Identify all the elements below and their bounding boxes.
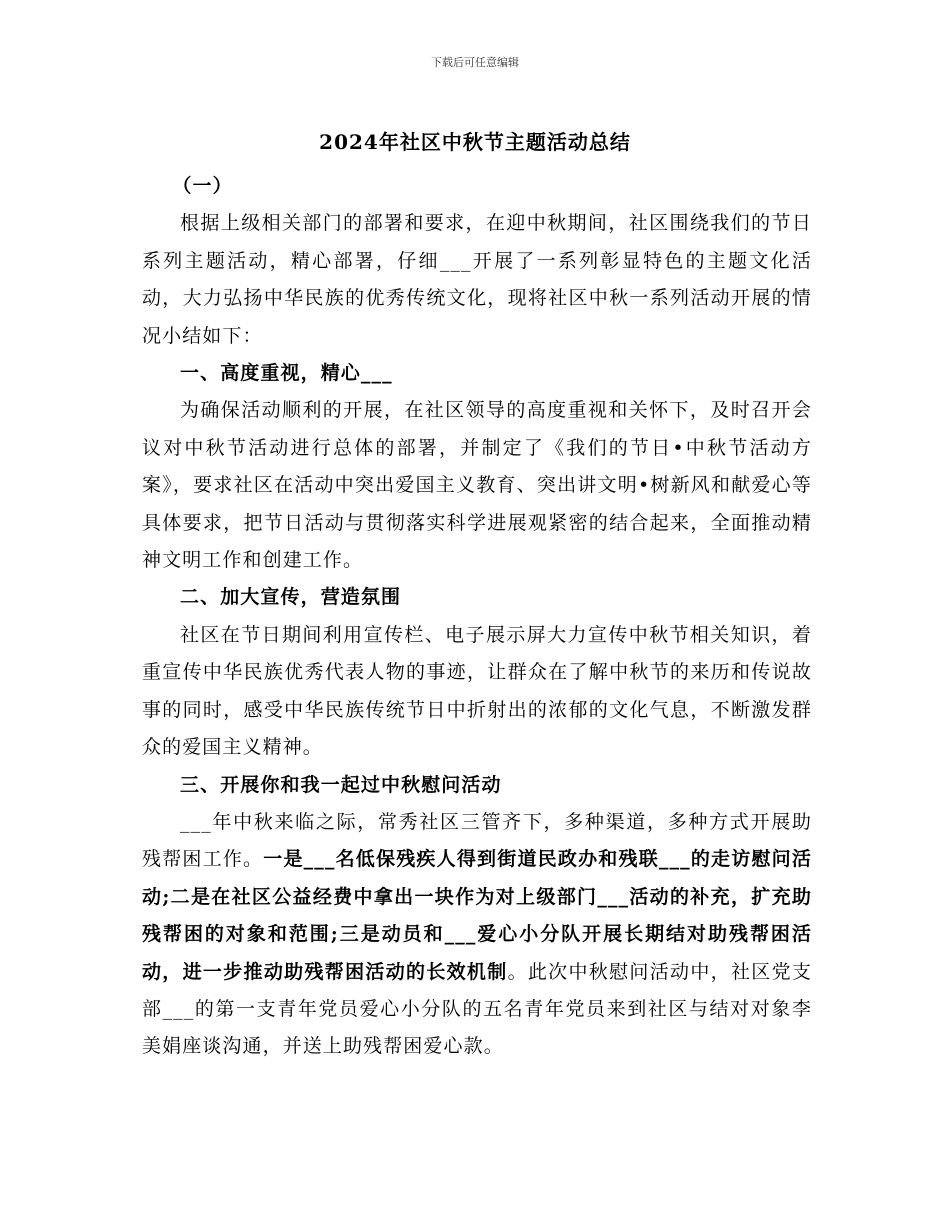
intro-paragraph: 根据上级相关部门的部署和要求，在迎中秋期间，社区围绕我们的节日系列主题活动，精心部署，仔细___开展了一系列彰显特色的主题文化活动，大力弘扬中华民族的优秀传统文化，现将社区中秋一系列活动开展的情况小结如下： [142, 212, 812, 347]
page-header-note: 下载后可任意编辑 [431, 56, 519, 69]
section-3-heading: 三、开展你和我一起过中秋慰问活动 [180, 773, 502, 796]
part-label: （一） [172, 175, 233, 197]
section-2-paragraph: 社区在节日期间利用宣传栏、电子展示屏大力宣传中秋节相关知识，着重宣传中华民族优秀代表人物的事迹，让群众在了解中秋节的来历和传说故事的同时，感受中华民族传统节日中折射出的浓郁的文化气息，不断激发群众的爱国主义精神。 [142, 623, 812, 759]
section-1-paragraph: 为确保活动顺利的开展，在社区领导的高度重视和关怀下，及时召开会议对中秋节活动进行总体的部署，并制定了《我们的节日•中秋节活动方案》，要求社区在活动中突出爱国主义教育、突出讲文明•树新风和献爱心等具体要求，把节日活动与贯彻落实科学进展观紧密的结合起来，全面推动精神文明工作和创建工作。 [142, 399, 812, 572]
document-title: 2024年社区中秋节主题活动总结 [319, 130, 631, 154]
section-2-heading: 二、加大宣传，营造氛围 [180, 586, 402, 609]
section-1-heading: 一、高度重视，精心___ [180, 362, 393, 385]
document-body [142, 168, 812, 1066]
section-3-text-end: 。此次中秋慰问活动中，社区党支部___的第一支青年党员爱心小分队的五名青年党员来到社区与结对对象李美娟座谈沟通，并送上助残帮困爱心款。 [142, 960, 812, 1058]
section-3-text-bold: 一是___名低保残疾人得到街道民政办和残联___的走访慰问活动;二是在社区公益经费中拿出一块作为对上级部门___活动的补充，扩充助残帮困的对象和范围;三是动员和___爱心小分队开展长期结对助残帮困活动，进一步推动助残帮困活动的长效机制 [142, 848, 812, 983]
section-3-paragraph [142, 804, 812, 1066]
section-3-text-start: ___年中秋来临之际，常秀社区三管齐下，多种渠道，多种方式开展助残帮困工作。 [142, 810, 812, 871]
